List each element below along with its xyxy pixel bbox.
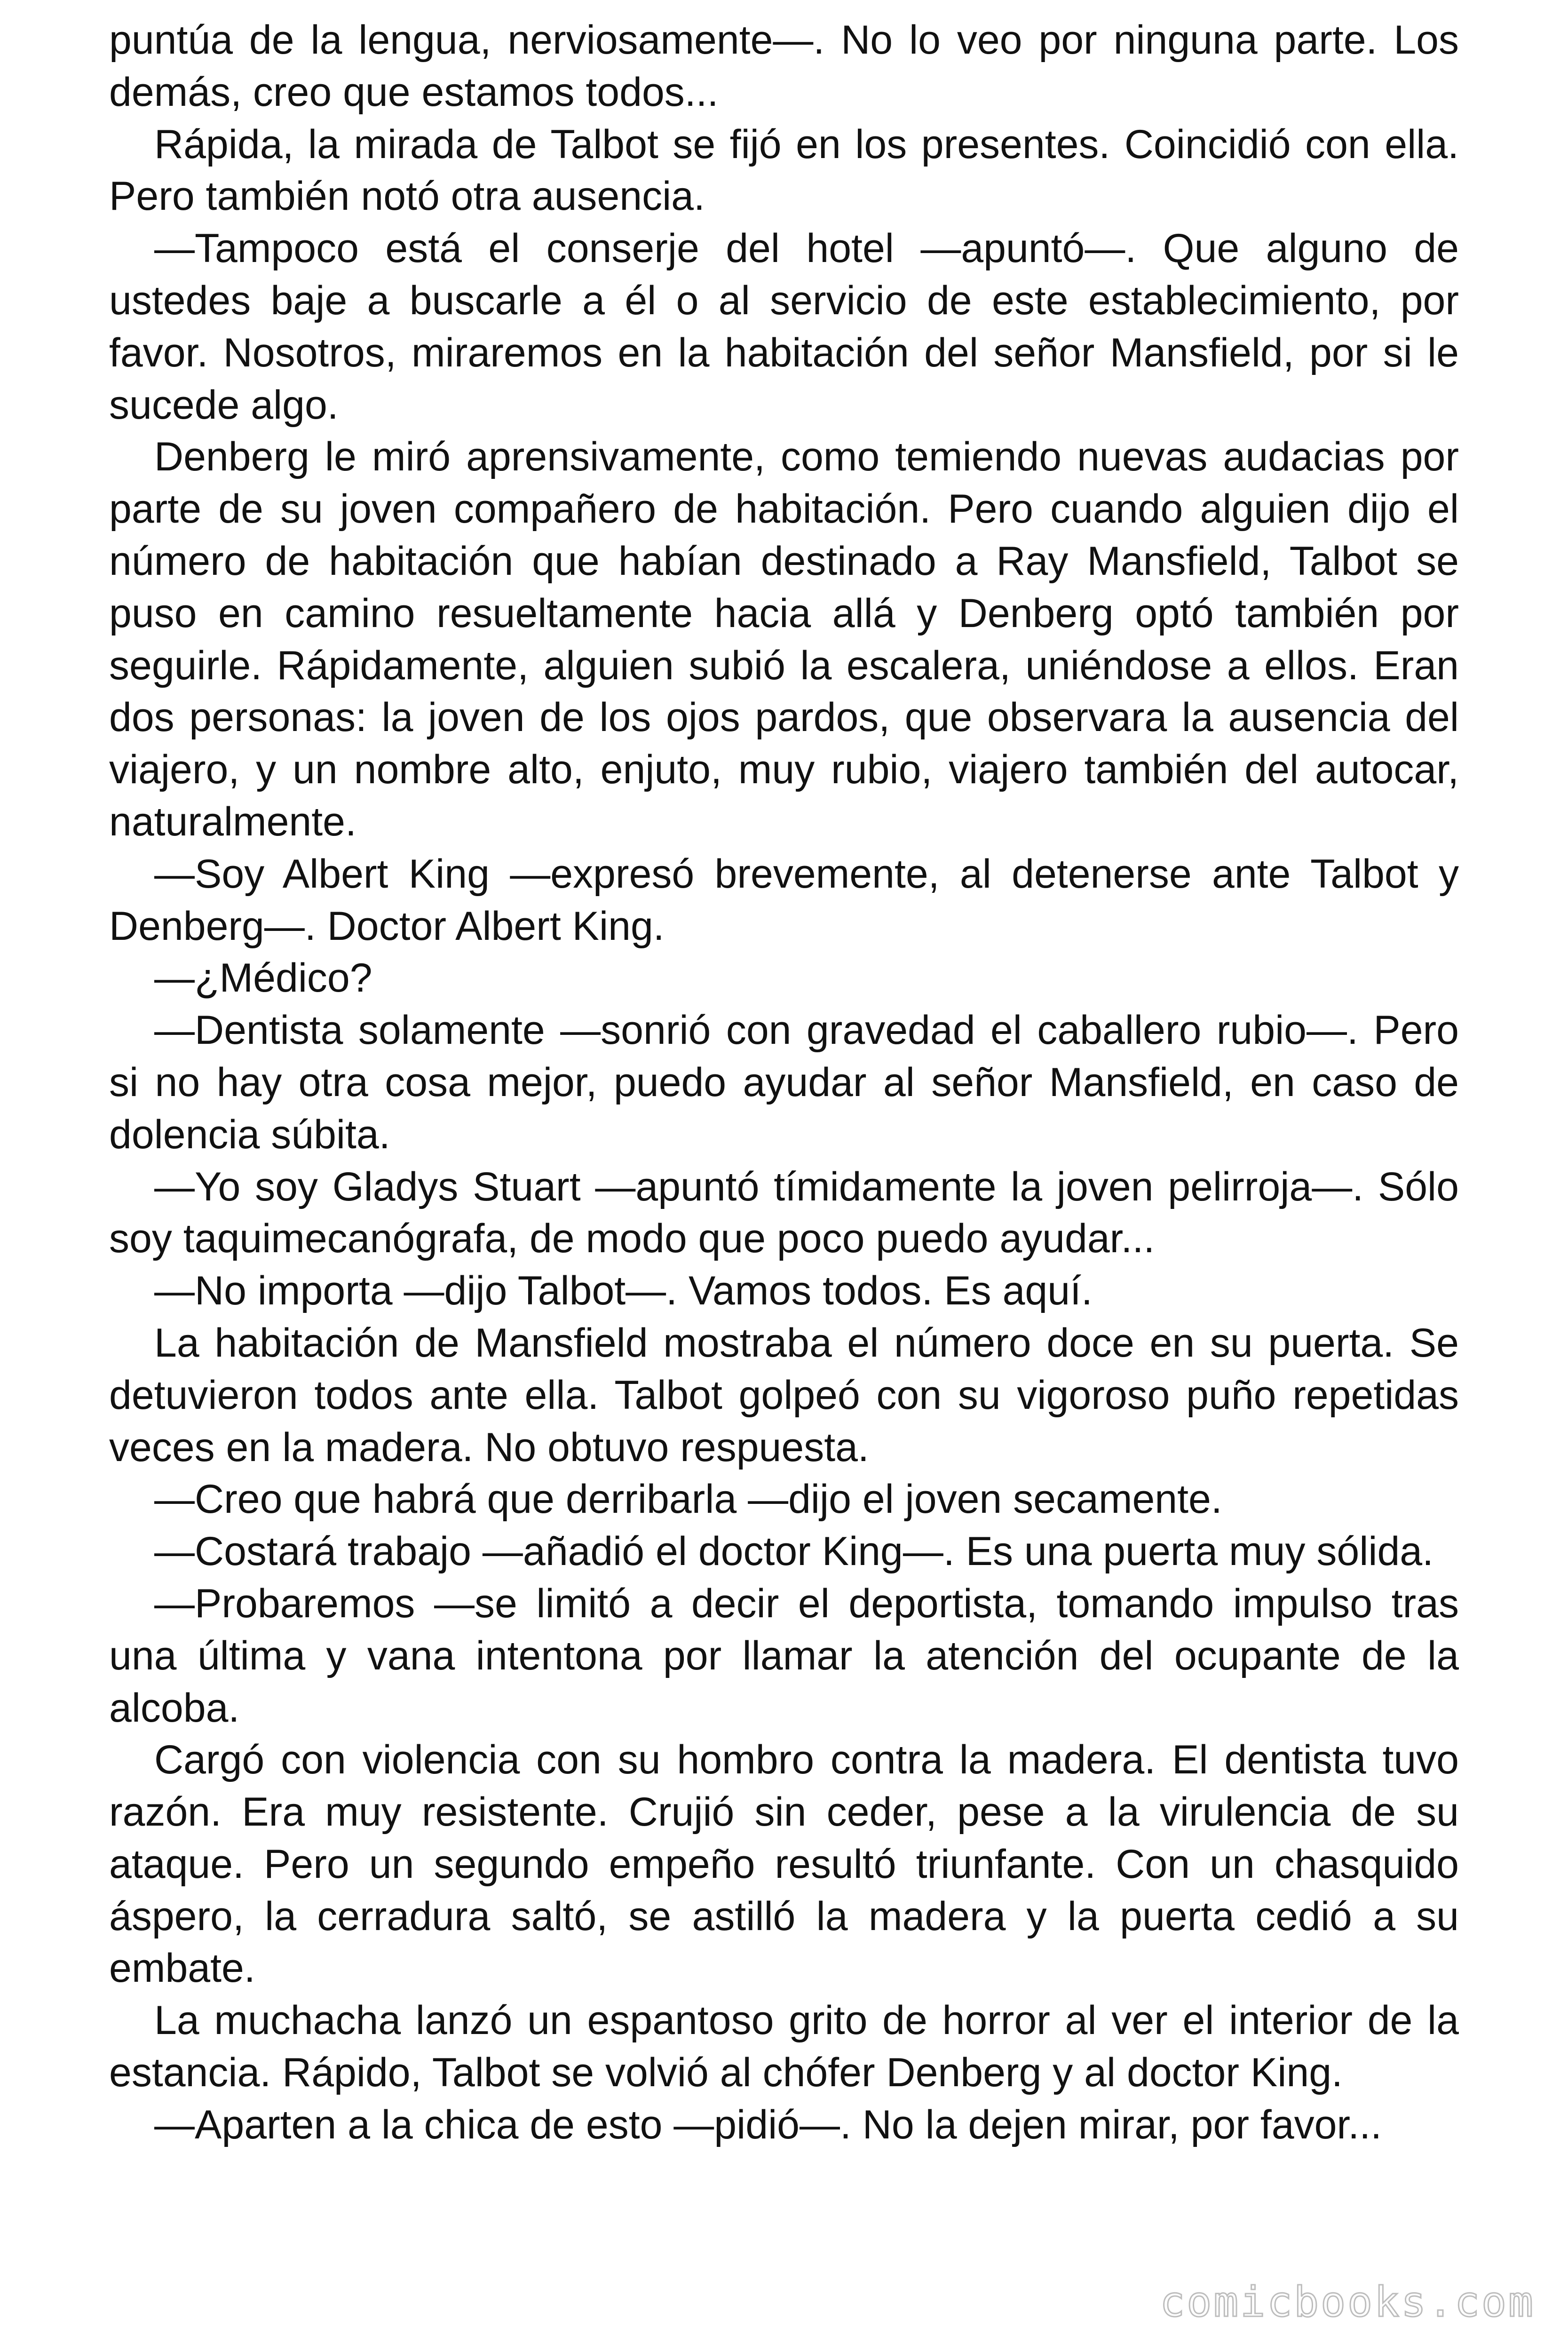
watermark: comicbooks.com (1160, 2278, 1535, 2326)
paragraph: Rápida, la mirada de Talbot se fijó en los presentes. Coincidió con ella. Pero también notó otra ausencia. (109, 121, 1459, 219)
paragraph: —Probaremos —se limitó a decir el deportista, tomando impulso tras una última y vana intentona por llamar la atención del ocupante de la alcoba. (109, 1581, 1459, 1731)
paragraph: La habitación de Mansfield mostraba el número doce en su puerta. Se detuvieron todos ante ella. Talbot golpeó con su vigoroso puño repetidas veces en la madera. No obtuvo respuesta. (109, 1320, 1459, 1470)
paragraph: —Costará trabajo —añadió el doctor King—. Es una puerta muy sólida. (154, 1529, 1434, 1574)
paragraph: —Tampoco está el conserje del hotel —apuntó—. Que alguno de ustedes baje a buscarle a él o al servicio de este establecimiento, por favor. Nosotros, miraremos en la habitación del señor Mansfield, por si le sucede algo. (109, 226, 1459, 428)
paragraph: —Creo que habrá que derribarla —dijo el joven secamente. (154, 1477, 1222, 1522)
paragraph: —Soy Albert King —expresó brevemente, al detenerse ante Talbot y Denberg—. Doctor Albert King. (109, 851, 1459, 949)
paragraph: —¿Médico? (154, 955, 372, 1001)
paragraph: La muchacha lanzó un espantoso grito de horror al ver el interior de la estancia. Rápido, Talbot se volvió al chófer Denberg y al doctor King. (109, 1998, 1459, 2096)
paragraph: Cargó con violencia con su hombro contra la madera. El dentista tuvo razón. Era muy resistente. Crujió sin ceder, pese a la virulencia de su ataque. Pero un segundo empeño resultó triunfante. Con un chasquido áspero, la cerradura saltó, se astilló la madera y la puerta cedió a su embate. (109, 1737, 1459, 1991)
paragraph: —Aparten a la chica de esto —pidió—. No la dejen mirar, por favor... (154, 2102, 1382, 2147)
paragraph: —No importa —dijo Talbot—. Vamos todos. Es aquí. (154, 1268, 1093, 1314)
paragraph: —Dentista solamente —sonrió con gravedad el caballero rubio—. Pero si no hay otra cosa mejor, puedo ayudar al señor Mansfield, en caso de dolencia súbita. (109, 1008, 1459, 1157)
paragraph: —Yo soy Gladys Stuart —apuntó tímidamente la joven pelirroja—. Sólo soy taquimecanógrafa, de modo que poco puedo ayudar... (109, 1164, 1459, 1262)
paragraph: puntúa de la lengua, nerviosamente—. No lo veo por ninguna parte. Los demás, creo que estamos todos... (109, 17, 1459, 115)
paragraph: Denberg le miró aprensivamente, como temiendo nuevas audacias por parte de su joven compañero de habitación. Pero cuando alguien dijo el número de habitación que habían destinado a Ray Mansfield, Talbot se puso en camino resueltamente hacia allá y Denberg optó también por seguirle. Rápidamente, alguien subió la escalera, uniéndose a ellos. Eran dos personas: la joven de los ojos pardos, que observara la ausencia del viajero, y un nombre alto, enjuto, muy rubio, viajero también del autocar, naturalmente. (109, 434, 1459, 844)
document-page (109, 14, 1459, 2151)
